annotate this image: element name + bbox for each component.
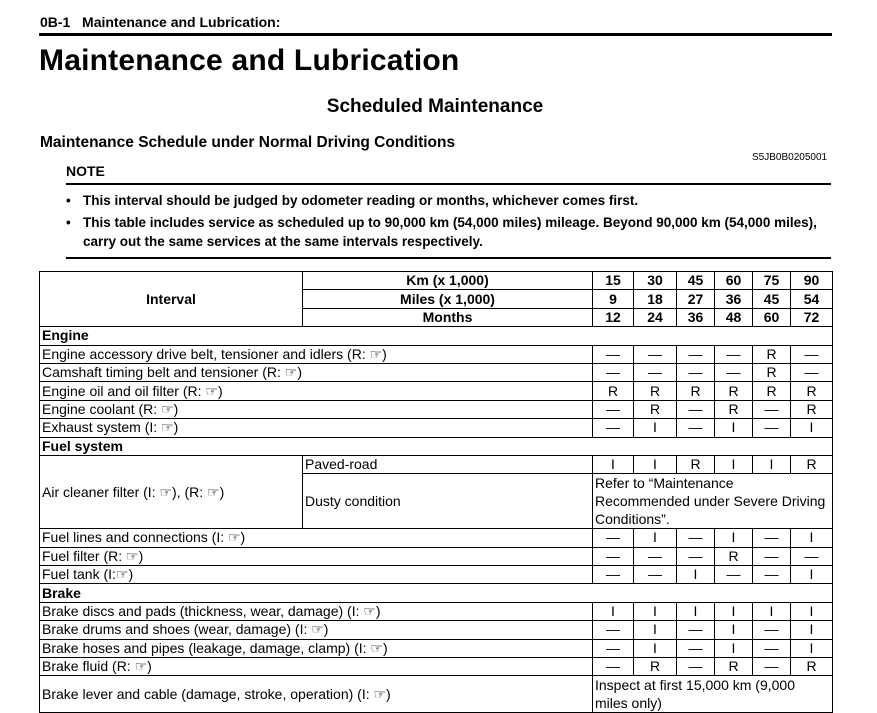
schedule-cell: I (753, 455, 791, 473)
running-header (40, 14, 280, 30)
schedule-cell: I (715, 602, 753, 620)
miles-value: 27 (677, 290, 715, 308)
item-label: Engine coolant (R: ☞) (40, 400, 593, 418)
schedule-cell: — (593, 400, 634, 418)
header-row-km (40, 272, 833, 290)
note-title: NOTE (66, 163, 105, 179)
months-value: 36 (677, 308, 715, 326)
table-row (40, 621, 833, 639)
maintenance-schedule-table (39, 271, 833, 713)
schedule-cell: I (634, 639, 677, 657)
schedule-cell: — (677, 529, 715, 547)
table-row (40, 455, 833, 473)
schedule-cell: — (593, 639, 634, 657)
months-value: 24 (634, 308, 677, 326)
schedule-cell: R (677, 455, 715, 473)
schedule-cell: R (715, 658, 753, 676)
schedule-cell: R (677, 382, 715, 400)
section-row-brake (40, 584, 833, 602)
header-rule (39, 33, 832, 36)
schedule-cell: — (753, 400, 791, 418)
table-row (40, 400, 833, 418)
schedule-cell: I (634, 602, 677, 620)
item-label: Engine accessory drive belt, tensioner and idlers (R: ☞) (40, 345, 593, 363)
schedule-cell: — (677, 547, 715, 565)
schedule-cell: — (753, 621, 791, 639)
table-row (40, 419, 833, 437)
table-row (40, 676, 833, 713)
schedule-cell: — (677, 621, 715, 639)
schedule-cell: — (593, 345, 634, 363)
schedule-cell: R (715, 382, 753, 400)
schedule-cell: I (715, 621, 753, 639)
schedule-cell: I (791, 566, 833, 584)
brake-lever-note: Inspect at first 15,000 km (9,000 miles only) (593, 676, 833, 713)
schedule-cell: — (634, 566, 677, 584)
item-label: Engine oil and oil filter (R: ☞) (40, 382, 593, 400)
schedule-cell: — (753, 658, 791, 676)
table-row (40, 382, 833, 400)
schedule-cell: I (715, 419, 753, 437)
schedule-cell: — (634, 345, 677, 363)
miles-label: Miles (x 1,000) (303, 290, 593, 308)
schedule-cell: R (715, 400, 753, 418)
months-value: 12 (593, 308, 634, 326)
schedule-cell: — (791, 345, 833, 363)
table-row (40, 602, 833, 620)
item-label: Fuel filter (R: ☞) (40, 547, 593, 565)
schedule-cell: — (677, 400, 715, 418)
item-label: Brake discs and pads (thickness, wear, damage) (I: ☞) (40, 602, 593, 620)
miles-value: 36 (715, 290, 753, 308)
km-value: 15 (593, 272, 634, 290)
km-value: 90 (791, 272, 833, 290)
schedule-cell: — (593, 419, 634, 437)
schedule-cell: R (715, 547, 753, 565)
item-label: Fuel lines and connections (I: ☞) (40, 529, 593, 547)
miles-value: 45 (753, 290, 791, 308)
months-value: 72 (791, 308, 833, 326)
schedule-cell: I (634, 529, 677, 547)
schedule-cell: R (753, 363, 791, 381)
schedule-cell: I (677, 566, 715, 584)
km-value: 75 (753, 272, 791, 290)
table-row (40, 658, 833, 676)
table-row (40, 529, 833, 547)
miles-value: 54 (791, 290, 833, 308)
schedule-cell: I (677, 602, 715, 620)
note-bullets (66, 191, 826, 254)
schedule-cell: — (753, 566, 791, 584)
schedule-cell: I (715, 529, 753, 547)
interval-header: Interval (40, 272, 303, 327)
schedule-cell: R (791, 382, 833, 400)
schedule-cell: I (791, 639, 833, 657)
schedule-cell: — (715, 566, 753, 584)
schedule-cell: — (753, 419, 791, 437)
km-value: 45 (677, 272, 715, 290)
schedule-cell: I (791, 419, 833, 437)
schedule-cell: I (791, 602, 833, 620)
schedule-cell: — (677, 658, 715, 676)
schedule-cell: I (791, 621, 833, 639)
schedule-cell: R (753, 382, 791, 400)
months-label: Months (303, 308, 593, 326)
item-label: Camshaft timing belt and tensioner (R: ☞) (40, 363, 593, 381)
schedule-cell: — (593, 529, 634, 547)
schedule-cell: R (634, 382, 677, 400)
page-title: Maintenance and Lubrication (39, 44, 460, 77)
schedule-cell: I (753, 602, 791, 620)
section-row-engine (40, 327, 833, 345)
schedule-cell: — (791, 547, 833, 565)
page-subtitle: Scheduled Maintenance (326, 96, 544, 117)
schedule-cell: — (593, 547, 634, 565)
paved-road-label: Paved-road (303, 455, 593, 473)
section-label: Brake (40, 584, 833, 602)
item-label: Brake lever and cable (damage, stroke, operation) (I: ☞) (40, 676, 593, 713)
schedule-cell: — (634, 363, 677, 381)
item-label: Brake hoses and pipes (leakage, damage, clamp) (I: ☞) (40, 639, 593, 657)
schedule-cell: — (791, 363, 833, 381)
months-value: 48 (715, 308, 753, 326)
schedule-cell: I (791, 529, 833, 547)
schedule-cell: I (634, 455, 677, 473)
schedule-cell: — (677, 419, 715, 437)
schedule-cell: R (634, 400, 677, 418)
section-heading: Maintenance Schedule under Normal Driving Conditions (40, 134, 456, 151)
section-label: Engine (40, 327, 833, 345)
schedule-cell: R (753, 345, 791, 363)
item-label: Brake drums and shoes (wear, damage) (I: ☞) (40, 621, 593, 639)
note-bottom-rule (66, 257, 831, 259)
schedule-cell: — (593, 658, 634, 676)
schedule-cell: — (715, 345, 753, 363)
months-value: 60 (753, 308, 791, 326)
table-row (40, 363, 833, 381)
note-bullet: • This table includes service as scheduled up to 90,000 km (54,000 miles) mileage. Beyond 90,000 km (54,000 miles), carry out the same services at the same intervals respectively. (66, 213, 826, 251)
schedule-cell: I (715, 455, 753, 473)
table-row (40, 639, 833, 657)
schedule-cell: — (593, 566, 634, 584)
schedule-cell: — (593, 363, 634, 381)
schedule-cell: I (634, 419, 677, 437)
km-label: Km (x 1,000) (303, 272, 593, 290)
table-row (40, 345, 833, 363)
running-title: Maintenance and Lubrication: (82, 14, 281, 30)
km-value: 60 (715, 272, 753, 290)
schedule-cell: — (715, 363, 753, 381)
item-label: Fuel tank (I:☞) (40, 566, 593, 584)
miles-value: 18 (634, 290, 677, 308)
item-label: Brake fluid (R: ☞) (40, 658, 593, 676)
table-row (40, 566, 833, 584)
miles-value: 9 (593, 290, 634, 308)
schedule-cell: I (715, 639, 753, 657)
table-row (40, 547, 833, 565)
schedule-cell: — (753, 547, 791, 565)
schedule-cell: — (753, 529, 791, 547)
schedule-cell: R (791, 400, 833, 418)
schedule-cell: — (593, 621, 634, 639)
dusty-condition-note: Refer to “Maintenance Recommended under Severe Driving Conditions”. (593, 474, 833, 529)
schedule-cell: — (677, 363, 715, 381)
schedule-cell: R (634, 658, 677, 676)
schedule-cell: — (677, 345, 715, 363)
schedule-cell: — (634, 547, 677, 565)
schedule-cell: R (593, 382, 634, 400)
schedule-cell: — (677, 639, 715, 657)
document-id: S5JB0B0205001 (752, 152, 828, 163)
schedule-cell: R (791, 455, 833, 473)
km-value: 30 (634, 272, 677, 290)
schedule-cell: R (791, 658, 833, 676)
schedule-cell: I (593, 455, 634, 473)
note-bullet: • This interval should be judged by odometer reading or months, whichever comes first. (66, 191, 826, 210)
section-number: 0B-1 (40, 14, 71, 30)
schedule-cell: I (634, 621, 677, 639)
air-cleaner-label: Air cleaner filter (I: ☞), (R: ☞) (40, 455, 303, 528)
schedule-cell: I (593, 602, 634, 620)
dusty-condition-label: Dusty condition (303, 474, 593, 529)
section-label: Fuel system (40, 437, 833, 455)
item-label: Exhaust system (I: ☞) (40, 419, 593, 437)
schedule-cell: — (753, 639, 791, 657)
note-top-rule (66, 183, 831, 185)
section-row-fuel (40, 437, 833, 455)
